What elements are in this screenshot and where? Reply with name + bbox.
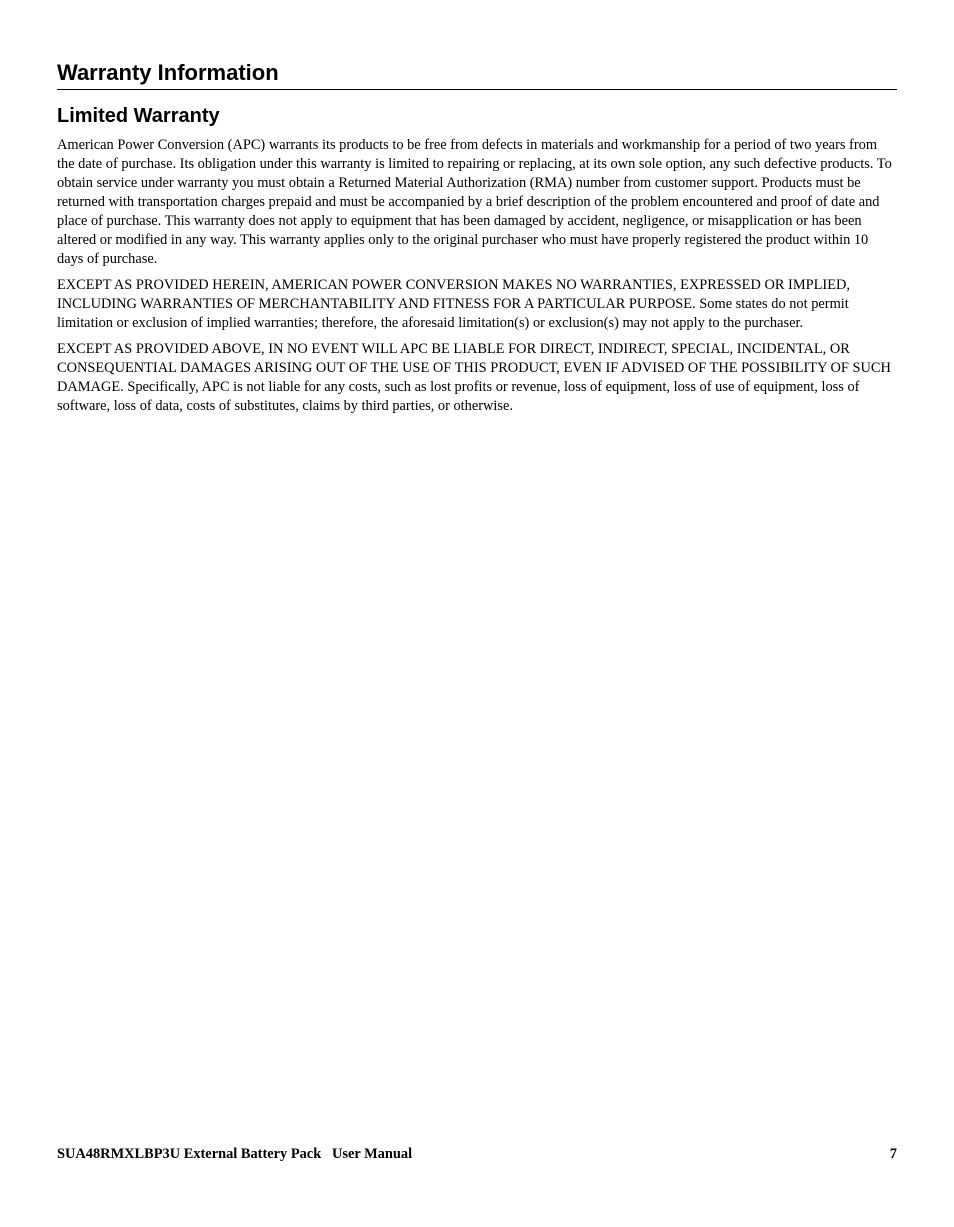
disclaimer-paragraph: EXCEPT AS PROVIDED HEREIN, AMERICAN POWER CONVERSION MAKES NO WARRANTIES, EXPRESSED OR IMPLIED, INCLUDING WARRANTIES OF MERCHANTABILITY AND FITNESS FOR A PARTICULAR PURPOSE. Some states do not permit limitation or exclusion of implied warranties; therefore, the aforesaid limitation(s) or exclusion(s) may not apply to the purchaser. [57, 277, 851, 331]
footer-page-number: 7 [889, 1146, 897, 1162]
warranty-paragraph: American Power Conversion (APC) warrants its products to be free from defects in materials and workmanship for a period of two years from the date of purchase. Its obligation under this warranty is limited to repairing or replacing, at its own sole option, any such defective products. To obtain service under warranty you must obtain a Returned Material Authorization (RMA) number from customer support. Products must be returned with transportation charges prepaid and must be accompanied by a brief description of the problem encountered and proof of date and place of purchase. This warranty does not apply to equipment that has been damaged by accident, negligence, or misapplication or has been altered or modified in any way. This warranty applies only to the original purchaser who must have properly registered the product within 10 days of purchase. [57, 137, 892, 267]
subsection-title: Limited Warranty [57, 105, 220, 127]
page-footer [57, 1144, 897, 1164]
warranty-body [57, 136, 897, 423]
section-title: Warranty Information [57, 60, 279, 85]
document-page [57, 0, 897, 1227]
liability-paragraph: EXCEPT AS PROVIDED ABOVE, IN NO EVENT WILL APC BE LIABLE FOR DIRECT, INDIRECT, SPECIAL, INCIDENTAL, OR CONSEQUENTIAL DAMAGES ARISING OUT OF THE USE OF THIS PRODUCT, EVEN IF ADVISED OF THE POSSIBILITY OF SUCH DAMAGE. Specifically, APC is not liable for any costs, such as lost profits or revenue, loss of equipment, loss of use of equipment, loss of software, loss of data, costs of substitutes, claims by third parties, or otherwise. [57, 341, 891, 414]
footer-document-title: SUA48RMXLBP3U External Battery Pack User Manual [57, 1146, 413, 1162]
heading-rule [57, 89, 897, 90]
